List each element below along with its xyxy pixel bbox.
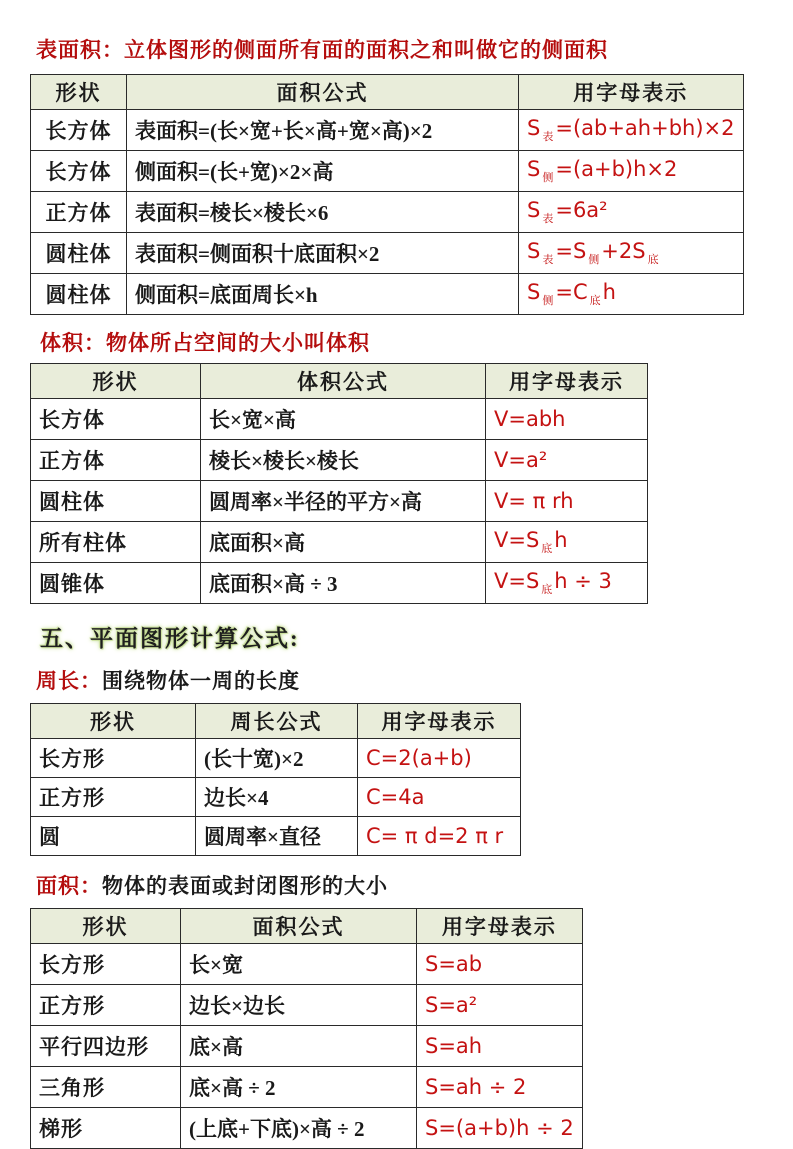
shape-cell: 正方体: [31, 192, 127, 233]
formula-segment: S: [527, 239, 541, 263]
letter-formula-cell: [358, 778, 521, 817]
table-row: [31, 944, 583, 985]
column-header-letter: 用字母表示: [519, 75, 744, 110]
formula-segment: S=ab: [425, 952, 483, 976]
letter-formula-cell: [358, 739, 521, 778]
formula-cell: 长×宽×高: [201, 399, 486, 440]
formula-cell: 表面积=侧面积十底面积×2: [127, 233, 519, 274]
formula-cell: 底×高 ÷ 2: [181, 1067, 417, 1108]
formula-subscript: 侧: [542, 295, 554, 307]
letter-formula-cell: [486, 563, 648, 604]
formula-segment: S=(a+b)h ÷ 2: [425, 1116, 574, 1140]
table-row: [31, 274, 744, 315]
table-header-row: [31, 75, 744, 110]
letter-formula-cell: [417, 1108, 583, 1149]
shape-cell: 长方体: [31, 151, 127, 192]
formula-segment: h ÷ 3: [554, 569, 612, 593]
letter-formula-cell: [417, 1026, 583, 1067]
area-heading: [36, 870, 793, 900]
perimeter-heading: [36, 665, 793, 695]
surface-area-table: [30, 74, 744, 315]
formula-subscript: 表: [542, 254, 554, 266]
letter-formula-cell: [417, 944, 583, 985]
table-header-row: [31, 909, 583, 944]
letter-formula-cell: [358, 817, 521, 856]
formula-segment: S: [527, 280, 541, 304]
formula-cell: 长×宽: [181, 944, 417, 985]
shape-cell: 三角形: [31, 1067, 181, 1108]
table-row: [31, 399, 648, 440]
letter-formula-cell: [519, 110, 744, 151]
area-table: [30, 908, 583, 1149]
formula-segment: S: [527, 198, 541, 222]
perimeter-heading-label: 周长：: [36, 669, 102, 693]
formula-cell: 边长×4: [196, 778, 358, 817]
shape-cell: 平行四边形: [31, 1026, 181, 1067]
column-header-shape: 形状: [31, 909, 181, 944]
column-header-letter: 用字母表示: [417, 909, 583, 944]
formula-cell: 侧面积=(长+宽)×2×高: [127, 151, 519, 192]
formula-segment: =C: [555, 280, 588, 304]
formula-segment: =(ab+ah+bh)×2: [555, 116, 735, 140]
formula-segment: +2S: [601, 239, 646, 263]
formula-cell: 边长×边长: [181, 985, 417, 1026]
perimeter-heading-text: 围绕物体一周的长度: [102, 669, 300, 693]
column-header-shape: 形状: [31, 704, 196, 739]
table-row: [31, 110, 744, 151]
formula-subscript: 侧: [588, 254, 600, 266]
formula-segment: S=ah: [425, 1034, 483, 1058]
surface-area-heading: 表面积：立体图形的侧面所有面的面积之和叫做它的侧面积: [36, 38, 608, 62]
formula-cell: 圆周率×直径: [196, 817, 358, 856]
formula-subscript: 表: [542, 131, 554, 143]
formula-segment: C=4a: [366, 785, 425, 809]
column-header-formula: 周长公式: [196, 704, 358, 739]
shape-cell: 所有柱体: [31, 522, 201, 563]
column-header-letter: 用字母表示: [486, 364, 648, 399]
formula-segment: V=abh: [494, 407, 566, 431]
table-row: [31, 192, 744, 233]
formula-segment: C=2(a+b): [366, 746, 472, 770]
table-header-row: [31, 704, 521, 739]
column-header-formula: 面积公式: [181, 909, 417, 944]
formula-subscript: 底: [541, 543, 553, 555]
table-row: [31, 985, 583, 1026]
shape-cell: 正方形: [31, 778, 196, 817]
letter-formula-cell: [486, 481, 648, 522]
formula-subscript: 底: [647, 254, 659, 266]
formula-segment: V= π rh: [494, 489, 574, 513]
formula-segment: =(a+b)h×2: [555, 157, 678, 181]
volume-heading: 体积：物体所占空间的大小叫体积: [40, 331, 370, 355]
formula-cell: 底面积×高: [201, 522, 486, 563]
formula-segment: S: [527, 116, 541, 140]
shape-cell: 圆锥体: [31, 563, 201, 604]
shape-cell: 圆柱体: [31, 274, 127, 315]
shape-cell: 正方体: [31, 440, 201, 481]
table-row: [31, 563, 648, 604]
formula-subscript: 侧: [542, 172, 554, 184]
formula-segment: V=S: [494, 528, 540, 552]
formula-segment: V=a²: [494, 448, 548, 472]
formula-cell: (长十宽)×2: [196, 739, 358, 778]
formula-subscript: 底: [541, 584, 553, 596]
shape-cell: 圆: [31, 817, 196, 856]
table-row: [31, 151, 744, 192]
table-row: [31, 233, 744, 274]
shape-cell: 梯形: [31, 1108, 181, 1149]
table-row: [31, 481, 648, 522]
area-heading-text: 物体的表面或封闭图形的大小: [102, 874, 388, 898]
table-row: [31, 522, 648, 563]
table-row: [31, 778, 521, 817]
letter-formula-cell: [519, 151, 744, 192]
letter-formula-cell: [486, 440, 648, 481]
formula-segment: S: [527, 157, 541, 181]
perimeter-table: [30, 703, 521, 856]
formula-segment: C= π d=2 π r: [366, 824, 504, 848]
formula-subscript: 表: [542, 213, 554, 225]
volume-table: [30, 363, 648, 604]
formula-cell: 底面积×高 ÷ 3: [201, 563, 486, 604]
table-row: [31, 1067, 583, 1108]
formula-segment: =6a²: [555, 198, 608, 222]
section-heading-plane-figures: 五、平面图形计算公式:: [40, 626, 300, 651]
column-header-shape: 形状: [31, 364, 201, 399]
shape-cell: 长方形: [31, 944, 181, 985]
formula-cell: 表面积=棱长×棱长×6: [127, 192, 519, 233]
formula-cell: 侧面积=底面周长×h: [127, 274, 519, 315]
area-heading-label: 面积：: [36, 874, 102, 898]
formula-cell: (上底+下底)×高 ÷ 2: [181, 1108, 417, 1149]
table-row: [31, 1026, 583, 1067]
column-header-formula: 体积公式: [201, 364, 486, 399]
shape-cell: 圆柱体: [31, 233, 127, 274]
formula-cell: 圆周率×半径的平方×高: [201, 481, 486, 522]
column-header-letter: 用字母表示: [358, 704, 521, 739]
formula-cell: 棱长×棱长×棱长: [201, 440, 486, 481]
formula-segment: h: [602, 280, 616, 304]
letter-formula-cell: [486, 399, 648, 440]
column-header-shape: 形状: [31, 75, 127, 110]
letter-formula-cell: [417, 985, 583, 1026]
table-row: [31, 440, 648, 481]
letter-formula-cell: [486, 522, 648, 563]
table-row: [31, 817, 521, 856]
shape-cell: 圆柱体: [31, 481, 201, 522]
formula-segment: =S: [555, 239, 587, 263]
formula-segment: V=S: [494, 569, 540, 593]
shape-cell: 长方形: [31, 739, 196, 778]
table-row: [31, 1108, 583, 1149]
shape-cell: 正方形: [31, 985, 181, 1026]
formula-segment: S=a²: [425, 993, 478, 1017]
shape-cell: 长方体: [31, 399, 201, 440]
table-row: [31, 739, 521, 778]
letter-formula-cell: [519, 233, 744, 274]
shape-cell: 长方体: [31, 110, 127, 151]
letter-formula-cell: [519, 192, 744, 233]
table-header-row: [31, 364, 648, 399]
formula-segment: S=ah ÷ 2: [425, 1075, 527, 1099]
formula-cell: 底×高: [181, 1026, 417, 1067]
formula-cell: 表面积=(长×宽+长×高+宽×高)×2: [127, 110, 519, 151]
letter-formula-cell: [417, 1067, 583, 1108]
letter-formula-cell: [519, 274, 744, 315]
formula-subscript: 底: [589, 295, 601, 307]
column-header-formula: 面积公式: [127, 75, 519, 110]
formula-segment: h: [554, 528, 568, 552]
